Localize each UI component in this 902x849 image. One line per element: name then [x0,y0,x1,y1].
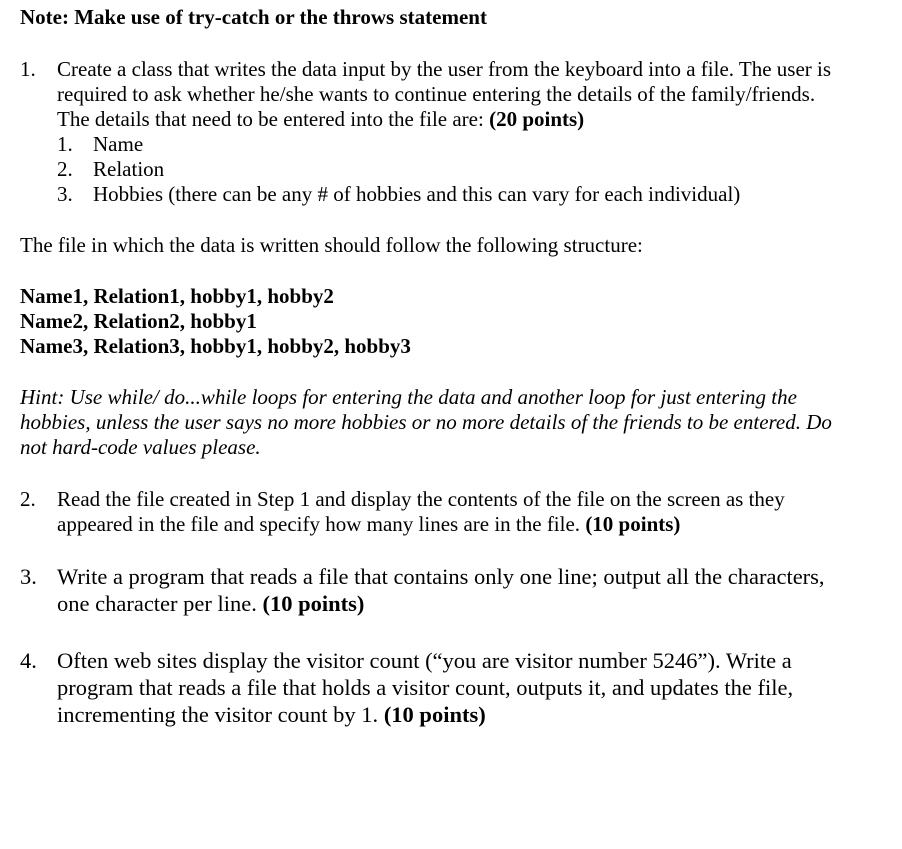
q4-points: (10 points) [383,702,486,727]
note-heading: Note: Make use of try-catch or the throws statement [20,5,487,29]
structure-line: Name3, Relation3, hobby1, hobby2, hobby3 [20,334,411,358]
q3-text-line-2: one character per line. [57,591,263,616]
q2-text-line-2: appeared in the file and specify how many lines are in the file. [57,512,586,536]
hint-line-2: hobbies, unless the user says no more hobbies or no more details of the friends to be entered. Do [20,410,832,434]
q1-subitem-text: Hobbies (there can be any # of hobbies and this can vary for each individual) [93,182,741,206]
q1-subitem-number: 2. [57,157,73,181]
q3-text-line-2-wrap [57,591,364,616]
hint-line-3: not hard-code values please. [20,435,261,459]
hint-line-1: Hint: Use while/ do...while loops for entering the data and another loop for just entering the [20,385,797,409]
q1-subitem-text: Name [93,132,144,156]
structure-line: Name1, Relation1, hobby1, hobby2 [20,284,334,308]
q2-number: 2. [20,487,36,511]
q1-subitem-number: 3. [57,182,73,206]
q4-text-line-3: incrementing the visitor count by 1. [57,702,384,727]
structure-line: Name2, Relation2, hobby1 [20,309,257,333]
q3-points: (10 points) [262,591,365,616]
q2-text-line-2-wrap [57,512,680,537]
q1-subitem-text: Relation [93,157,165,181]
q4-text-line-3-wrap [57,702,486,727]
q2-points: (10 points) [585,512,681,536]
q4-text-line-2: program that reads a file that holds a visitor count, outputs it, and updates the file, [57,675,794,700]
q4-text-line-1: Often web sites display the visitor count (“you are visitor number 5246”). Write a [57,648,792,673]
q1-text-line-1: Create a class that writes the data input by the user from the keyboard into a file. The user is [57,57,832,81]
q2-text-line-1: Read the file created in Step 1 and display the contents of the file on the screen as they [57,487,785,511]
q1-points: (20 points) [489,107,585,131]
q4-number: 4. [20,648,37,673]
q1-number: 1. [20,57,36,81]
q1-text-line-3-wrap [57,107,584,132]
structure-intro: The file in which the data is written should follow the following structure: [20,233,643,257]
q3-number: 3. [20,564,37,589]
q3-text-line-1: Write a program that reads a file that contains only one line; output all the characters, [57,564,825,589]
q1-text-line-2: required to ask whether he/she wants to continue entering the details of the family/friends. [57,82,816,106]
q1-text-line-3: The details that need to be entered into the file are: [57,107,490,131]
q1-subitem-number: 1. [57,132,73,156]
